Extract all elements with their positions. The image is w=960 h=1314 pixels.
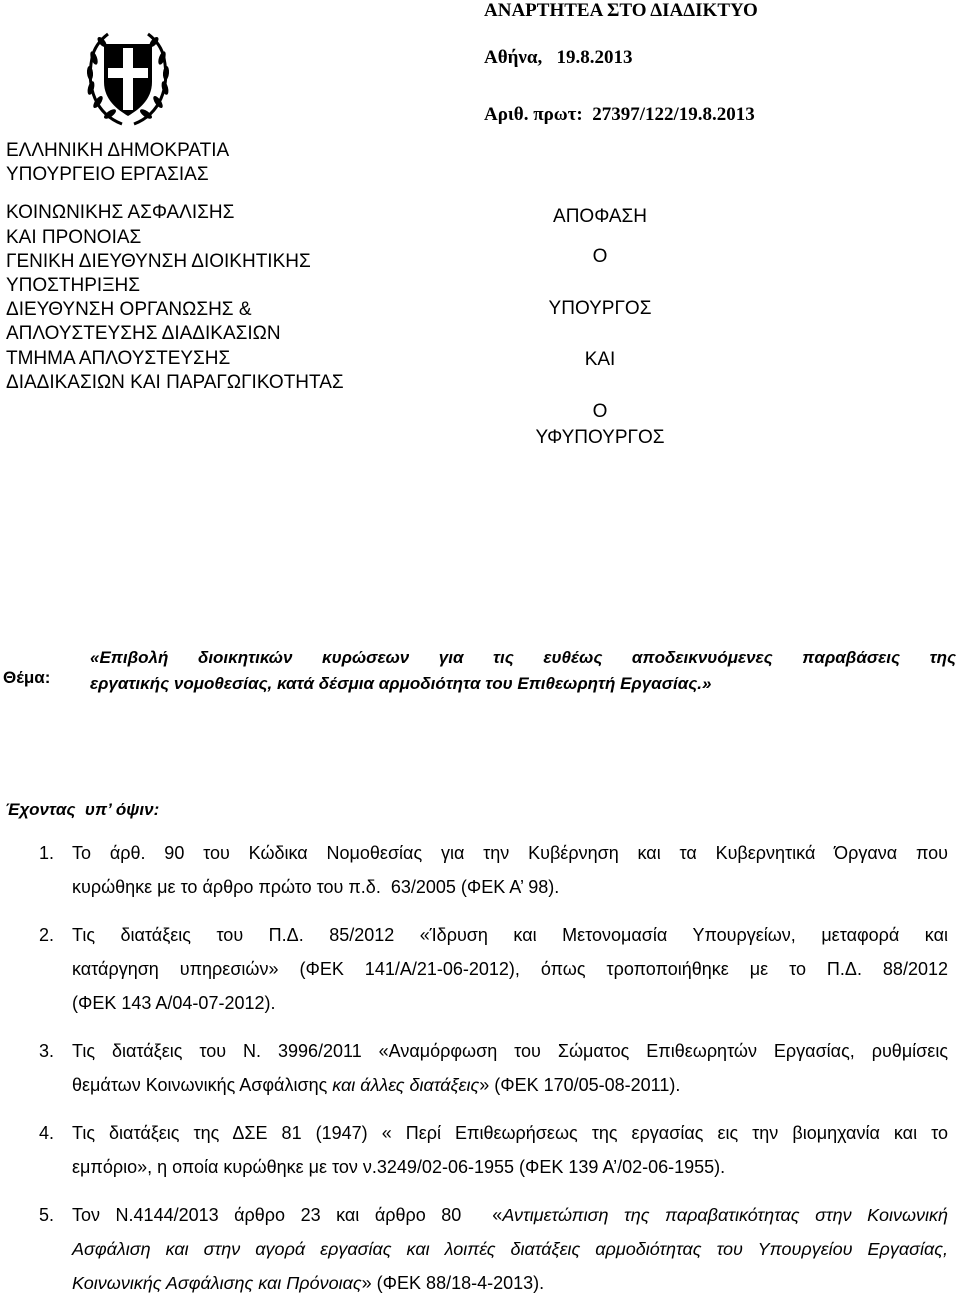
subject-label: Θέμα: <box>3 668 51 687</box>
item-line: κατάργηση υπηρεσιών» (ΦΕΚ 141/Α/21-06-2012), όπως τροποποιήθηκε με το Π.Δ. 88/2012 <box>72 959 948 979</box>
decision-title: ΑΠΟΦΑΣΗ <box>553 206 647 227</box>
considerations-list <box>0 836 960 1314</box>
list-item <box>0 1198 960 1300</box>
document-date: Αθήνα, 19.8.2013 <box>484 47 633 68</box>
ministry-line: ΑΠΛΟΥΣΤΕΥΣΗΣ ΔΙΑΔΙΚΑΣΙΩΝ <box>6 323 281 345</box>
item-text: Τον Ν.4144/2013 άρθρο 23 και άρθρο 80 « <box>72 1205 503 1225</box>
subject-line: εργατικής νομοθεσίας, κατά δέσμια αρμοδιότητα του Επιθεωρητή Εργασίας.» <box>90 674 712 693</box>
greek-coat-of-arms-emblem <box>82 28 174 128</box>
item-number: 2. <box>39 925 55 945</box>
item-line: Το άρθ. 90 του Κώδικα Νομοθεσίας για την Κυβέρνηση και τα Κυβερνητικά Όργανα που <box>72 843 948 863</box>
protocol-number: Αριθ. πρωτ: 27397/122/19.8.2013 <box>484 104 755 125</box>
decision-and: ΚΑΙ <box>584 349 616 370</box>
item-line: (ΦΕΚ 143 Α/04-07-2012). <box>72 993 276 1013</box>
decision-article: Ο <box>592 401 608 422</box>
item-text: θεμάτων Κοινωνικής Ασφάλισης <box>72 1075 333 1095</box>
item-number: 4. <box>39 1123 55 1143</box>
item-line: Ασφάλιση και στην αγορά εργασίας και λοιπές διατάξεις αρμοδιότητας του Υπουργείου Εργασίας, <box>72 1239 948 1259</box>
ministry-line: ΕΛΛΗΝΙΚΗ ΔΗΜΟΚΡΑΤΙΑ <box>6 140 230 161</box>
list-item <box>0 836 960 904</box>
item-number: 3. <box>39 1041 55 1061</box>
posting-notice: ΑΝΑΡΤΗΤΕΑ ΣΤΟ ΔΙΑΔΙΚΤΥΟ <box>484 0 758 21</box>
item-number: 5. <box>39 1205 55 1225</box>
item-text: » (ΦΕΚ 88/18-4-2013). <box>361 1273 545 1293</box>
ministry-line: ΔΙΑΔΙΚΑΣΙΩΝ ΚΑΙ ΠΑΡΑΓΩΓΙΚΟΤΗΤΑΣ <box>6 371 344 393</box>
considering-heading: Έχοντας υπ’ όψιν: <box>5 800 160 819</box>
ministry-line: ΤΜΗΜΑ ΑΠΛΟΥΣΤΕΥΣΗΣ <box>6 347 231 369</box>
ministry-line: ΥΠΟΥΡΓΕΙΟ ΕΡΓΑΣΙΑΣ <box>6 164 209 186</box>
item-text-italic: και άλλες διατάξεις <box>332 1075 480 1095</box>
ministry-line: ΓΕΝΙΚΗ ΔΙΕΥΘΥΝΣΗ ΔΙΟΙΚΗΤΙΚΗΣ <box>6 250 311 272</box>
decision-article: Ο <box>592 246 608 267</box>
ministry-line: ΥΠΟΣΤΗΡΙΞΗΣ <box>6 275 141 297</box>
ministry-line: ΚΑΙ ΠΡΟΝΟΙΑΣ <box>6 226 142 248</box>
item-line: Τις διατάξεις της ΔΣΕ 81 (1947) « Περί Επιθεωρήσεως της εργασίας εις την βιομηχανία και το <box>72 1123 948 1143</box>
item-line <box>72 1198 948 1232</box>
subject-line: «Επιβολή διοικητικών κυρώσεων για τις ευθέως αποδεικνυόμενες παραβάσεις της <box>90 648 956 667</box>
item-text-italic: Κοινωνικής Ασφάλισης και Πρόνοιας <box>72 1273 362 1293</box>
item-line: εμπόριο», η οποία κυρώθηκε με τον ν.3249/02-06-1955 (ΦΕΚ 139 Α’/02-06-1955). <box>72 1157 726 1177</box>
item-line: Τις διατάξεις του Ν. 3996/2011 «Αναμόρφωση του Σώματος Επιθεωρητών Εργασίας, ρυθμίσεις <box>72 1041 948 1061</box>
item-line <box>72 1266 948 1300</box>
ministry-header <box>6 139 466 395</box>
ministry-line: ΚΟΙΝΩΝΙΚΗΣ ΑΣΦΑΛΙΣΗΣ <box>6 202 235 224</box>
item-number: 1. <box>39 843 55 863</box>
list-item <box>0 1116 960 1184</box>
list-item <box>0 1034 960 1102</box>
item-text: » (ΦΕΚ 170/05-08-2011). <box>479 1075 681 1095</box>
list-item <box>0 918 960 1020</box>
item-line: κυρώθηκε με το άρθρο πρώτο του π.δ. 63/2005 (ΦΕΚ Α’ 98). <box>72 877 560 897</box>
item-line <box>72 1068 948 1102</box>
item-line: Τις διατάξεις του Π.Δ. 85/2012 «Ίδρυση και Μετονομασία Υπουργείων, μεταφορά και <box>72 925 948 945</box>
ministry-line: ΔΙΕΥΘΥΝΣΗ ΟΡΓΑΝΩΣΗΣ & <box>6 299 252 321</box>
decision-minister: ΥΠΟΥΡΓΟΣ <box>548 298 652 319</box>
item-text-italic: Αντιμετώπιση της παραβατικότητας στην Κοινωνική <box>502 1205 948 1225</box>
decision-deputy-minister: ΥΦΥΠΟΥΡΓΟΣ <box>535 427 665 448</box>
subject-text <box>90 645 956 697</box>
